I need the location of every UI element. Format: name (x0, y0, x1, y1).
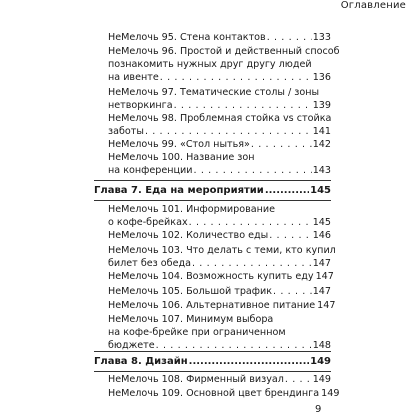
leader-dots (145, 125, 312, 138)
toc-entry-title: НеМелочь 109. Основной цвет брендинга (108, 388, 320, 399)
toc-entry-title: НеМелочь 103. Что делать с теми, кто купил (108, 245, 336, 256)
page-number: 147 (312, 286, 331, 297)
page-number: 145 (310, 185, 331, 196)
toc-entry-title: НеМелочь 101. Информирование (108, 204, 276, 215)
page-number: 145 (312, 217, 331, 228)
toc-entry-title-cont: на конференции (108, 165, 193, 176)
toc-entry-105[interactable] (108, 285, 331, 298)
toc-entry-title: НеМелочь 99. «Стол нытья» (108, 139, 250, 150)
toc-entry-104[interactable] (108, 270, 334, 283)
toc-entry-title-cont: о кофе-брейках (108, 217, 188, 228)
leader-dots (189, 355, 309, 368)
toc-entry-title-cont: заботы (108, 126, 144, 137)
page-number: 139 (312, 100, 331, 111)
chapter-7-heading[interactable] (94, 184, 331, 197)
toc-entry-98[interactable] (108, 112, 331, 138)
leader-dots (194, 164, 312, 177)
page-number: 147 (317, 300, 336, 311)
toc-entry-100[interactable] (108, 151, 331, 177)
toc-entry-title: НеМелочь 96. Простой и действенный способ (108, 46, 340, 57)
toc-entry-109[interactable] (108, 387, 340, 400)
page-number: 142 (312, 139, 331, 150)
page-number: 147 (312, 258, 331, 269)
toc-entry-101[interactable] (108, 203, 331, 229)
toc-entry-99[interactable] (108, 138, 331, 151)
leader-dots (265, 184, 309, 197)
toc-entry-title: НеМелочь 107. Минимум выбора (108, 314, 274, 325)
chapter-rule-top (94, 180, 331, 181)
toc-entry-95[interactable] (108, 31, 331, 44)
toc-entry-107[interactable] (108, 313, 331, 352)
toc-entry-title-cont: бюджете (108, 340, 155, 351)
page-number: 143 (312, 165, 331, 176)
toc-entry-title: НеМелочь 98. Проблемная стойка vs стойка (108, 113, 332, 124)
toc-entry-103[interactable] (108, 244, 336, 270)
page-number: 149 (321, 388, 340, 399)
toc-entry-title: НеМелочь 100. Название зон (108, 152, 255, 163)
toc-entry-106[interactable] (108, 299, 336, 312)
page-number: 141 (312, 126, 331, 137)
toc-entry-title: НеМелочь 95. Стена контактов (108, 32, 266, 43)
toc-entry-title: НеМелочь 102. Количество еды (108, 230, 269, 241)
toc-entry-title-cont: билет без обеда (108, 258, 191, 269)
toc-entry-title-cont: на кофе-брейке при ограниченном (108, 327, 286, 338)
leader-dots (285, 373, 312, 386)
toc-entry-title: НеМелочь 105. Большой трафик (108, 286, 273, 297)
chapter-8-heading[interactable] (94, 355, 331, 368)
chapter-title: Глава 8. Дизайн (94, 356, 188, 367)
toc-entry-title-cont: нетворкинга (108, 100, 173, 111)
page-folio: 9 (315, 404, 322, 415)
toc-entry-title: НеМелочь 97. Тематические столы / зоны (108, 87, 320, 98)
leader-dots (267, 31, 312, 44)
leader-dots (174, 99, 312, 112)
page-number: 148 (312, 340, 331, 351)
toc-entry-title: НеМелочь 108. Фирменный визуал (108, 374, 284, 385)
page-number: 149 (310, 356, 331, 367)
page-number: 133 (312, 32, 331, 43)
chapter-rule-top (94, 351, 331, 352)
toc-entry-title-cont: познакомить нужных друг другу людей (108, 59, 312, 70)
leader-dots (269, 229, 311, 242)
toc-entry-96[interactable] (108, 45, 340, 84)
chapter-rule-bottom (94, 371, 331, 372)
page-number: 146 (312, 230, 331, 241)
leader-dots (273, 285, 312, 298)
leader-dots (192, 257, 312, 270)
page-number: 136 (312, 72, 331, 83)
toc-entry-title: НеМелочь 104. Возможность купить еду (108, 271, 314, 282)
toc-entry-102[interactable] (108, 229, 331, 242)
toc-entry-title: НеМелочь 106. Альтернативное питание (108, 300, 316, 311)
leader-dots (160, 71, 312, 84)
chapter-rule-bottom (94, 200, 331, 201)
leader-dots (251, 138, 312, 151)
chapter-title: Глава 7. Еда на мероприятии (94, 185, 264, 196)
toc-entry-title-cont: на ивенте (108, 72, 159, 83)
leader-dots (189, 216, 312, 229)
toc-entry-108[interactable] (108, 373, 331, 386)
page-number: 147 (315, 271, 334, 282)
running-head: Оглавление (340, 0, 406, 11)
toc-entry-97[interactable] (108, 86, 331, 112)
page-number: 149 (312, 374, 331, 385)
